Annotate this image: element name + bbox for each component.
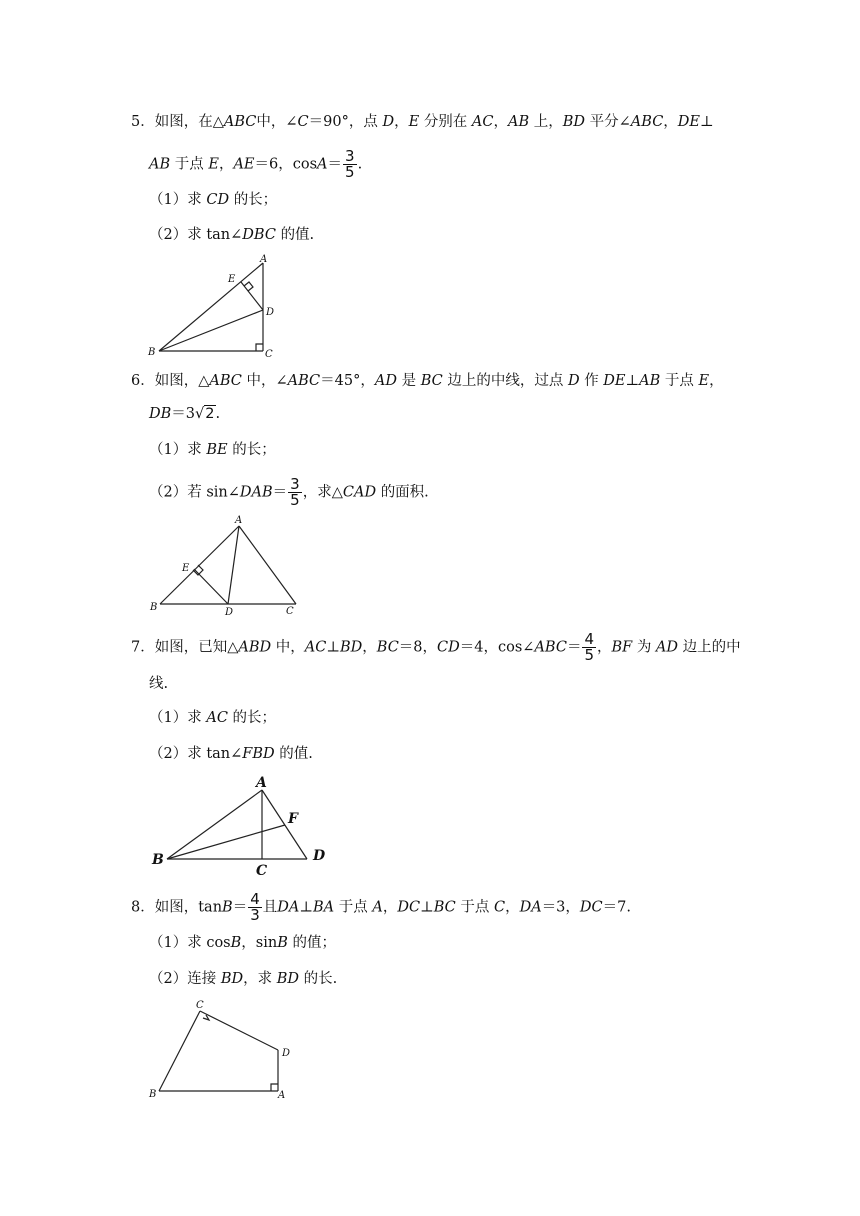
fraction: $\frac{3}{5}$ bbox=[290, 475, 300, 509]
problem-6-question-2: （2）若 sin∠DAB＝ $\frac{3}{5}$ ，求△CAD 的面积. bbox=[149, 475, 429, 509]
problem-6-question-1: （1）求 BE 的长； bbox=[149, 442, 276, 458]
fig6-label-a: A bbox=[235, 515, 243, 526]
fig8-label-b: B bbox=[149, 1089, 157, 1100]
fig8-label-c: C bbox=[196, 1000, 204, 1011]
fraction: $\frac{4}{5}$ bbox=[584, 630, 594, 664]
fig8-label-d: D bbox=[282, 1048, 291, 1059]
fig6-label-d: D bbox=[225, 607, 234, 618]
problem-8-question-1: （1）求 cosB，sinB 的值； bbox=[149, 935, 336, 951]
problem-6-stem-line1: 6．如图，△ABC 中，∠ABC＝45°，AD 是 BC 边上的中线，过点 D 作 DE⊥AB 于点 E， bbox=[131, 373, 724, 389]
fig6-label-b: B bbox=[150, 602, 158, 613]
problem-7-stem-line1: 7．如图，已知△ABD 中，AC⊥BD，BC＝8，CD＝4，cos∠ABC＝ $\frac{4}{5}$ ，BF 为 AD 边上的中 bbox=[131, 630, 741, 664]
fig5-label-b: B bbox=[148, 347, 156, 358]
problem-5-stem-line1: 5．如图，在△ABC中，∠C＝90°，点 D，E 分别在 AC，AB 上，BD 平分∠ABC，DE⊥ bbox=[131, 114, 714, 130]
fig5-label-d: D bbox=[266, 307, 275, 318]
problem-7-question-2: （2）求 tan∠FBD 的值. bbox=[149, 746, 313, 762]
problem-7-stem-line2: 线. bbox=[149, 676, 169, 692]
problem-7-question-1: （1）求 AC 的长； bbox=[149, 710, 277, 726]
sqrt-symbol: √2 bbox=[195, 406, 215, 422]
fig7-label-b: B bbox=[152, 852, 164, 868]
fig5-label-c: C bbox=[265, 349, 273, 360]
fraction: $\frac{4}{3}$ bbox=[250, 890, 260, 924]
fig7-label-d: D bbox=[313, 848, 326, 864]
fig6-label-e: E bbox=[182, 563, 190, 574]
fig7-label-a: A bbox=[256, 775, 267, 791]
fig5-label-a: A bbox=[260, 254, 268, 265]
problem-5-question-1: （1）求 CD 的长； bbox=[149, 192, 278, 208]
fig8-label-a: A bbox=[278, 1090, 286, 1101]
problem-5-question-2: （2）求 tan∠DBC 的值. bbox=[149, 227, 315, 243]
fig5-label-e: E bbox=[228, 274, 236, 285]
problem-5-stem-line2: AB 于点 E，AE＝6，cosA＝ $\frac{3}{5}$ . bbox=[149, 147, 363, 181]
fig6-label-c: C bbox=[286, 606, 294, 617]
problem-8-question-2: （2）连接 BD，求 BD 的长. bbox=[149, 971, 338, 987]
problem-8-stem-line1: 8．如图，tanB＝ $\frac{4}{3}$ 且DA⊥BA 于点 A，DC⊥BC 于点 C，DA＝3，DC＝7. bbox=[131, 890, 631, 924]
fig7-label-f: F bbox=[288, 811, 298, 827]
fig7-label-c: C bbox=[256, 863, 268, 879]
problem-6-stem-line2: DB＝3√2. bbox=[149, 406, 221, 422]
fraction: $\frac{3}{5}$ bbox=[345, 147, 355, 181]
